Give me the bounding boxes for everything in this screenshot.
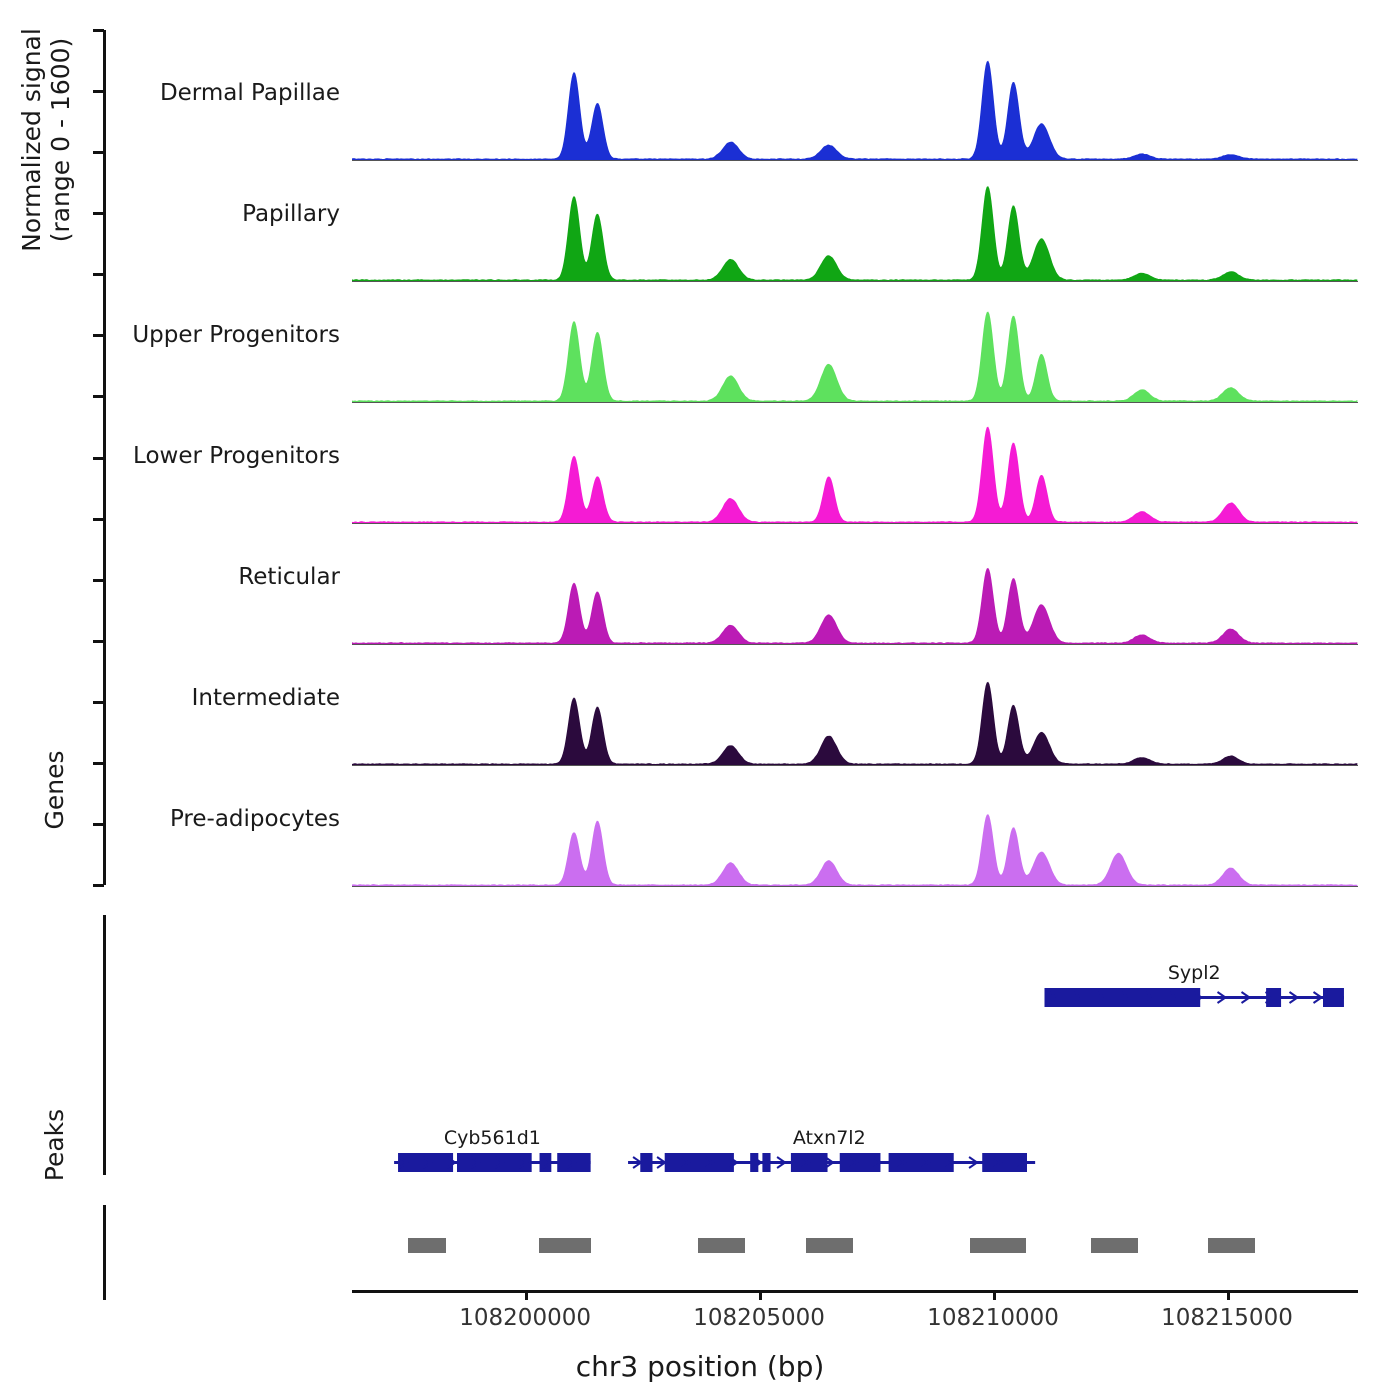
- x-axis-tick-label: 108200000: [459, 1305, 591, 1331]
- genes-axis-spine: [103, 915, 106, 1175]
- x-axis-tick-label: 108205000: [693, 1305, 825, 1331]
- x-axis-tick: [993, 1290, 996, 1300]
- y-axis-tick: [93, 640, 104, 643]
- track-label-pre-adipocytes: Pre-adipocytes: [169, 806, 340, 832]
- y-axis-tick: [93, 518, 104, 521]
- x-axis-line: [352, 1290, 1358, 1293]
- x-axis-tick-label: 108215000: [1161, 1305, 1293, 1331]
- peaks-axis-label: Peaks: [40, 1108, 69, 1182]
- track-label-upper-progenitors: Upper Progenitors: [132, 322, 340, 348]
- gene-label: Atxn7l2: [792, 1127, 866, 1149]
- signal-track: [352, 159, 1358, 284]
- genes-track: [352, 905, 1358, 1195]
- y-axis-label-line2: (range 0 - 1600): [45, 37, 75, 243]
- signal-track: [352, 643, 1358, 768]
- track-label-intermediate: Intermediate: [191, 685, 340, 711]
- track-label-dermal-papillae: Dermal Papillae: [159, 80, 340, 106]
- y-axis-label: [18, 0, 76, 300]
- signal-track: [352, 280, 1358, 405]
- x-axis-tick-label: 108210000: [927, 1305, 1059, 1331]
- peak-region: [1091, 1238, 1138, 1253]
- signal-track: [352, 38, 1358, 163]
- y-axis-tick: [93, 884, 104, 887]
- peak-region: [1208, 1238, 1255, 1253]
- track-label-papillary: Papillary: [242, 201, 340, 227]
- gene-label: Sypl2: [1167, 962, 1221, 984]
- peak-region: [539, 1238, 590, 1253]
- y-axis-tick: [93, 762, 104, 765]
- peak-region: [806, 1238, 853, 1253]
- gene-model: [352, 981, 1358, 1015]
- peaks-axis-spine: [103, 1205, 106, 1300]
- genes-axis-label: Genes: [40, 750, 69, 830]
- track-label-reticular: Reticular: [238, 564, 340, 590]
- gene-label: Cyb561d1: [443, 1127, 541, 1149]
- y-axis-tick: [93, 395, 104, 398]
- gene-model: [352, 1146, 1358, 1180]
- y-axis-tick: [93, 151, 104, 154]
- y-axis-tick: [93, 29, 104, 32]
- track-label-lower-progenitors: Lower Progenitors: [133, 443, 340, 469]
- x-axis-tick: [525, 1290, 528, 1300]
- signal-track: [352, 764, 1358, 889]
- signal-track: [352, 401, 1358, 526]
- x-axis-title: chr3 position (bp): [575, 1350, 825, 1383]
- x-axis-tick: [759, 1290, 762, 1300]
- y-axis-tick: [93, 273, 104, 276]
- x-axis-tick: [1227, 1290, 1230, 1300]
- y-axis-label-line1: Normalized signal: [17, 28, 46, 252]
- signal-track: [352, 522, 1358, 647]
- peak-region: [698, 1238, 745, 1253]
- peaks-track: [352, 1230, 1358, 1260]
- peak-region: [970, 1238, 1026, 1253]
- peak-region: [408, 1238, 445, 1253]
